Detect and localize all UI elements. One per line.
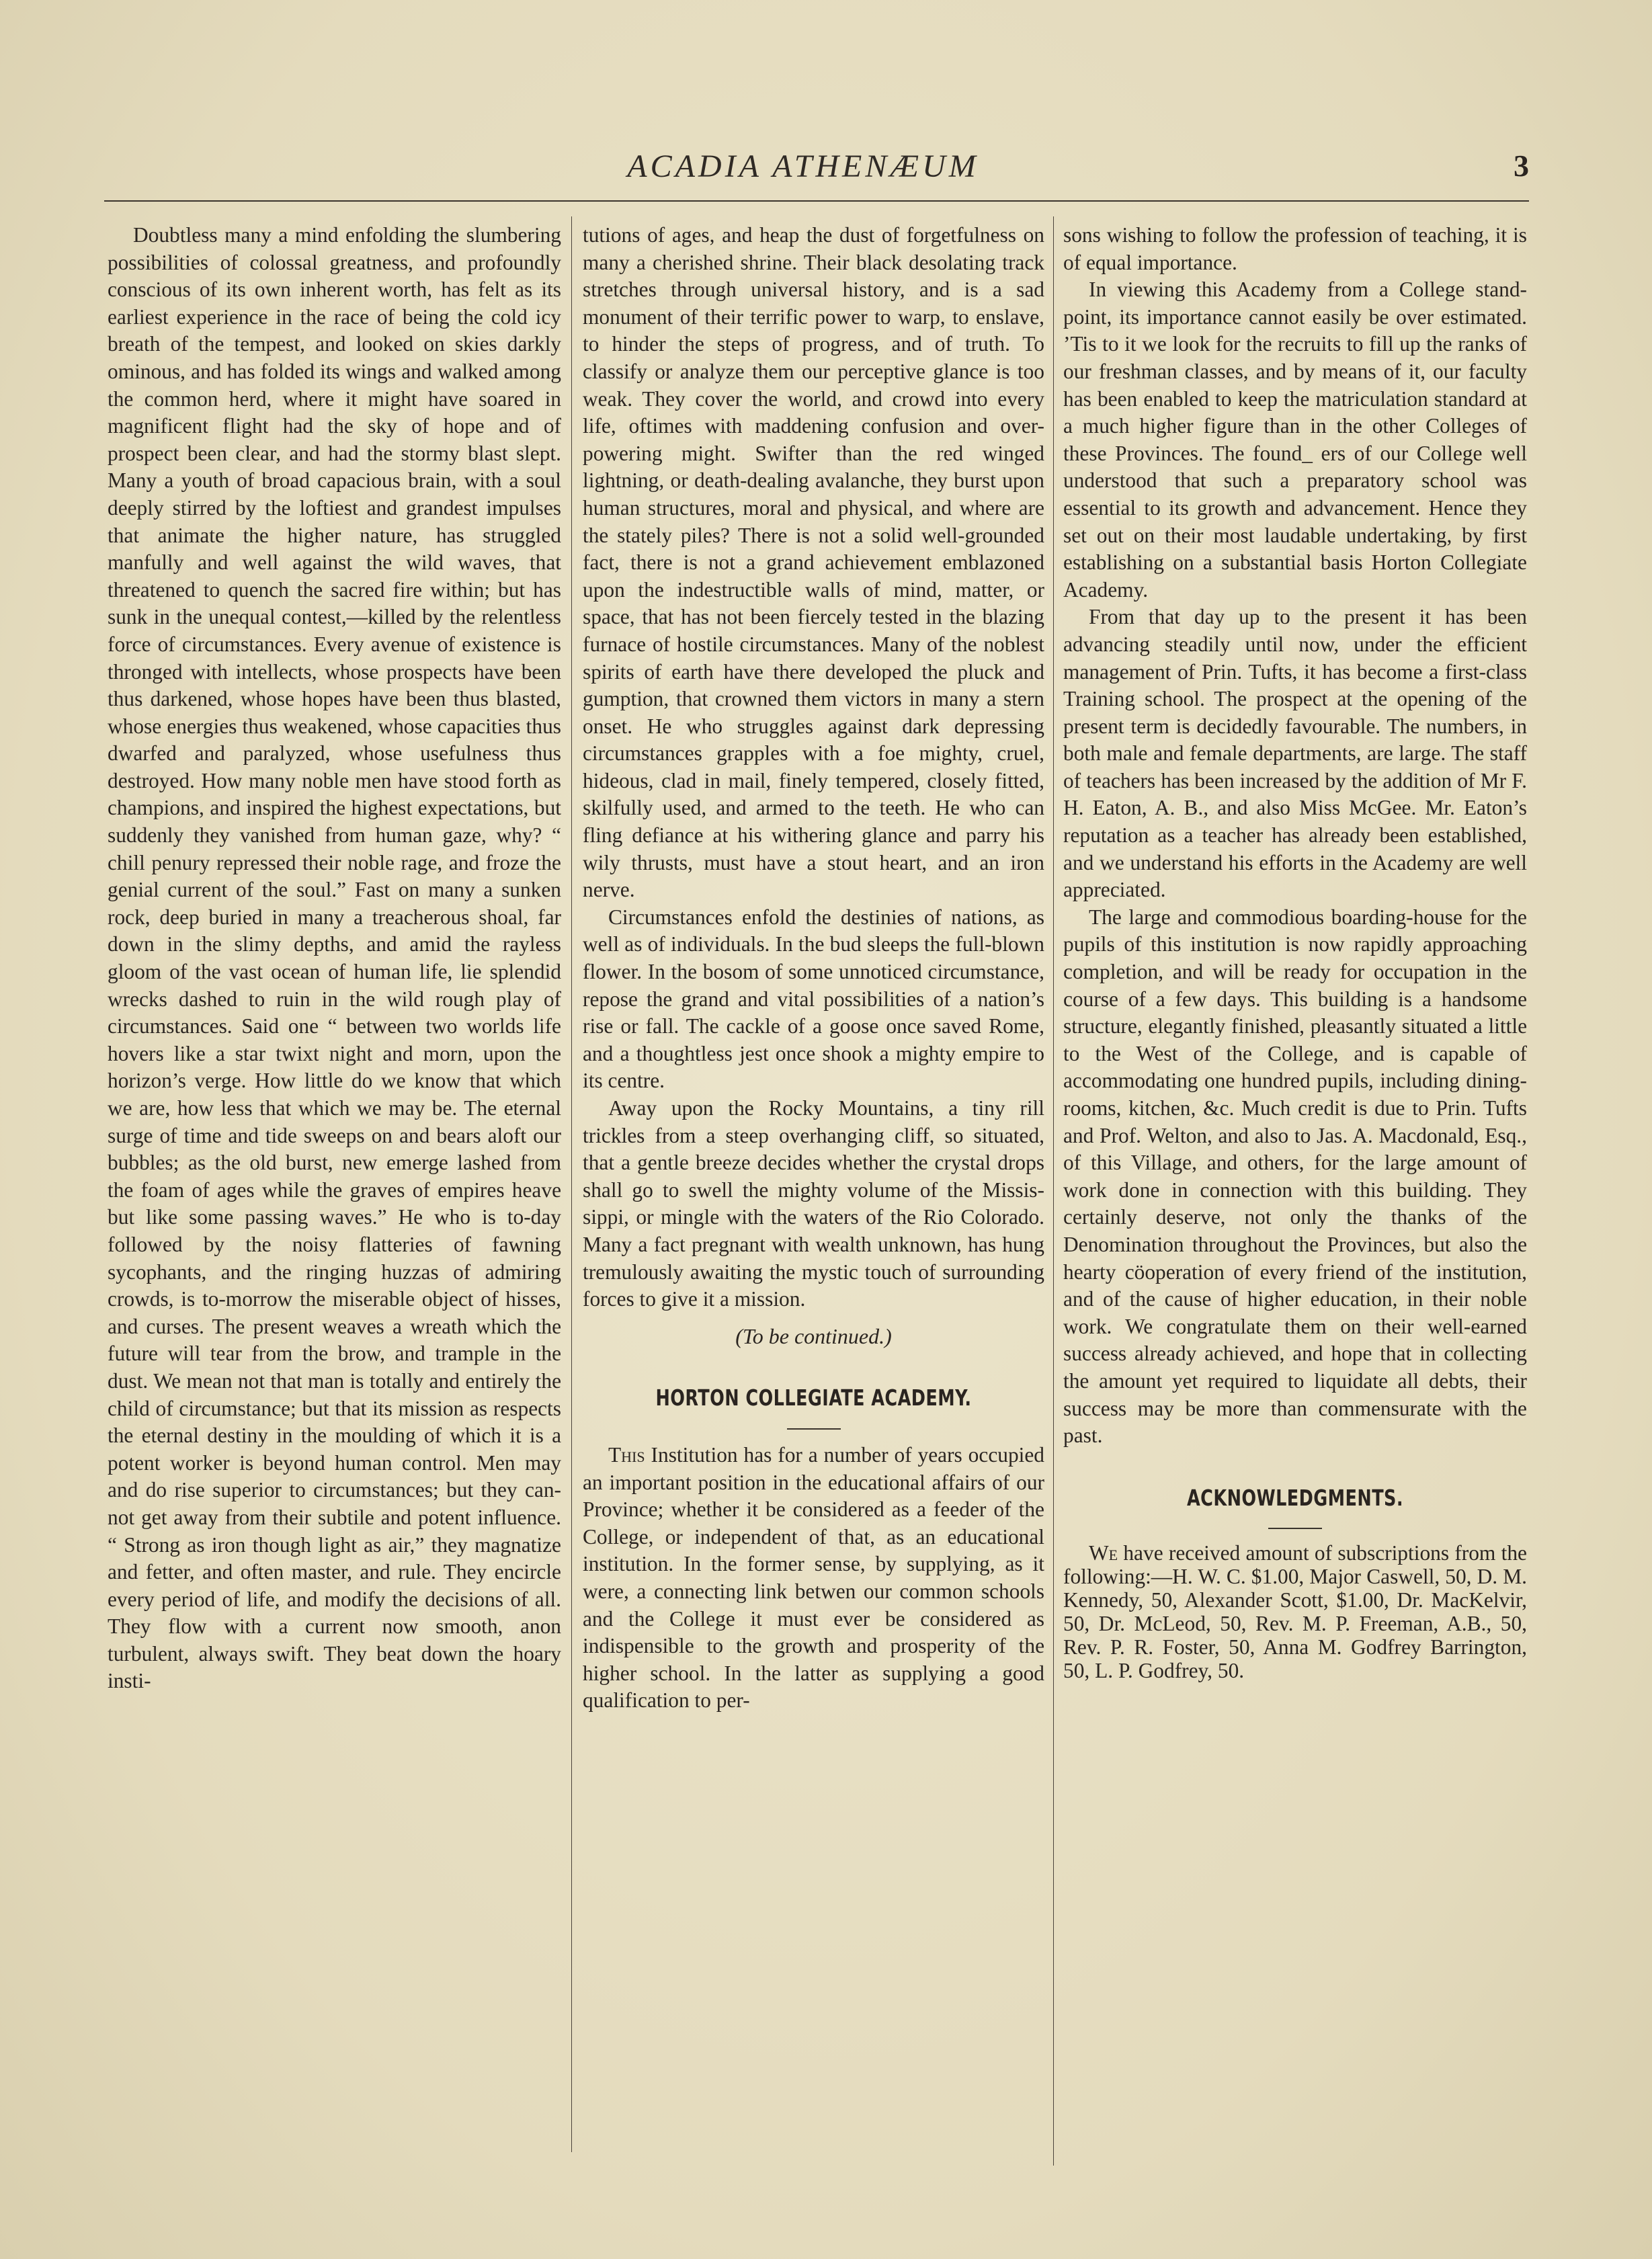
section-heading: HORTON COLLEGIATE ACADEMY.	[655, 1385, 972, 1411]
header-rule	[104, 200, 1529, 202]
article-column-2	[583, 222, 1044, 2164]
column-divider	[1053, 216, 1054, 2166]
page-header	[104, 148, 1529, 188]
publication-title: ACADIA ATHENÆUM	[627, 149, 979, 184]
paragraph-text: Institution has for a number of years occupied an important position in the educational affairs of our Province; whether it be considered as a feeder of the College, or independent of that, as an educational institution. In the former sense, by supplying, as it were, a connecting link betwen our common schools and the College it must ever be considered as indispensible to the growth and prosperity of the higher school. In the latter as supplying a good qualification to per-	[583, 1442, 1044, 1713]
article-column-1	[108, 222, 561, 2164]
article-paragraph: In viewing this Academy from a College stand-point, its importance cannot easily be over estimated. ’Tis to it we look for the recruits to fill up the ranks of our freshman classes, and by means of it, our faculty has been enabled to keep the matriculation standard at a much higher figure than in the other Colleges of these Provinces. The found_ ers of our College well understood that such a preparatory school was essential to its growth and advancement. Hence they set out on their most laudable undertaking, by first establishing on a substantial basis Horton Collegiate Academy.	[1063, 278, 1527, 602]
article-paragraph	[583, 1442, 1044, 1715]
section-rule	[787, 1428, 841, 1430]
paragraph-text: have received amount of subscriptions from the following:—H. W. C. $1.00, Major Caswell, 50, D. M. Kennedy, 50, Alexander Scott, $1.00, Dr. MacKelvir, 50, Dr. McLeod, 50, Rev. M. P. Freeman, A.B., 50, Rev. P. R. Foster, 50, Anna M. Godfrey Barrington, 50, L. P. Godfrey, 50.	[1063, 1541, 1527, 1683]
lead-word: This	[608, 1442, 645, 1467]
section-rule	[1268, 1528, 1322, 1529]
section-heading: ACKNOWLEDGMENTS.	[1186, 1484, 1404, 1511]
lead-word: We	[1089, 1541, 1118, 1565]
article-paragraph: sons wishing to follow the profession of teaching, it is of equal importance.	[1063, 223, 1527, 274]
article-column-3	[1063, 222, 1527, 2164]
article-paragraph: Doubtless many a mind enfolding the slumbering possibilities of colossal greatness, and profoundly conscious of its own inherent worth, has felt as its earliest experience in the race of being the cold icy breath of the tempest, and looked on skies darkly ominous, and has folded its wings and walked among the common herd, where it might have soared in magnificent flight had the sky of hope and of prospect been clear, and had the stormy blast slept. Many a youth of broad capacious brain, with a soul deeply stirred by the loftiest and grandest impulses that animate the higher nature, has struggled manfully and well against the wild waves, that threatened to quench the sacred fire within; but has sunk in the unequal contest,—killed by the relentless force of circumstances. Every avenue of existence is thronged with intellects, whose prospects have been thus darkened, whose hopes have been thus blasted, whose energies thus weakened, whose capacities thus dwarfed and paralyzed, whose usefulness thus destroyed. How many noble men have stood forth as champions, and inspired the highest expectations, but suddenly they vanished from human gaze, why? “ chill penury repressed their noble rage, and froze the genial current of the soul.” Fast on many a sunken rock, deep buried in many a treacherous shoal, far down in the slimy depths, and amid the rayless gloom of the vast ocean of human life, lie splendid wrecks dashed to ruin in the wild rough play of circumstances. Said one “ between two worlds life hovers like a star twixt night and morn, upon the horizon’s verge. How little do we know that which we are, how less that which we may be. The eternal surge of time and tide sweeps on and bears aloft our bubbles; as the old burst, new emerge lashed from the foam of ages while the graves of empires heave but like some passing waves.” He who is to-day followed by the noisy flatteries of fawning sycophants, and the ringing huzzas of admiring crowds, is to-morrow the miserable object of hisses, and curses. The present weaves a wreath which the future will tear from the brow, and trample in the dust. We mean not that man is totally and entirely the child of circumstance; but that its mission as respects the eternal destiny in the moulding of which it is a potent worker is beyond human control. Men may and do rise superior to circumstances; but they cannot get away from their subtile and potent influence. “ Strong as iron though light as air,” they magnatize and fetter, and often master, and rule. They encircle every period of life, and modify the decisions of all. They flow with a current now smooth, anon turbulent, always swift. They beat down the hoary insti-	[108, 223, 561, 1693]
column-divider	[571, 216, 572, 2152]
continued-note: (To be continued.)	[735, 1323, 892, 1348]
article-paragraph: Circumstances enfold the destinies of nations, as well as of individuals. In the bud sleeps the full-blown flower. In the bosom of some unnoticed circumstance, repose the grand and vital possibilities of a nation’s rise or fall. The cackle of a goose once saved Rome, and a thoughtless jest once shook a mighty empire to its centre.	[583, 905, 1044, 1093]
article-paragraph: The large and commodious boarding-house for the pupils of this institution is now rapidly approaching completion, and will be ready for occupation in the course of a few days. This building is a handsome structure, elegantly finished, pleasantly situated a little to the West of the College, and is capable of accommodating one hundred pupils, including dining-rooms, kitchen, &c. Much credit is due to Prin. Tufts and Prof. Welton, and also to Jas. A. Macdonald, Esq., of this Village, and others, for the large amount of work done in connection with this building. They certainly deserve, not only the thanks of the Denomination throughout the Provinces, but also the hearty cöoperation of every friend of the institution, and of the cause of higher education, in their noble work. We congratulate them on their well-earned success already achieved, and hope that in collecting the amount yet required to liquidate all debts, their success may be more than commensurate with the past.	[1063, 905, 1527, 1448]
article-paragraph: From that day up to the present it has been advancing steadily until now, under the efficient management of Prin. Tufts, it has become a first-class Training school. The prospect at the opening of the present term is decidedly favourable. The numbers, in both male and female departments, are large. The staff of teachers has been increased by the addition of Mr F. H. Eaton, A. B., and also Miss McGee. Mr. Eaton’s reputation as a teacher has already been established, and we understand his efforts in the Academy are well appreciated.	[1063, 605, 1527, 902]
article-paragraph: Away upon the Rocky Mountains, a tiny rill trickles from a steep overhanging cliff, so situated, that a gentle breeze decides whether the crystal drops shall go to swell the mighty volume of the Mississippi, or mingle with the waters of the Rio Colorado. Many a fact pregnant with wealth unknown, has hung tremulously awaiting the mystic touch of surrounding forces to give it a mission.	[583, 1096, 1044, 1311]
acknowledgments-paragraph	[1063, 1541, 1527, 1682]
article-paragraph: tutions of ages, and heap the dust of forgetfulness on many a cherished shrine. Their black desolating track stretches through universal history, and is a sad monument of their terrific power to warp, to enslave, to hinder the steps of progress, and of truth. To classify or analyze them our perceptive glance is too weak. They cover the world, and crowd into every life, oftimes with maddening confusion and over-powering might. Swifter than the red winged lightning, or death-dealing avalanche, they burst upon human structures, moral and physical, and where are the stately piles? There is not a solid well-grounded fact, there is not a grand achievement emblazoned upon the indestructible walls of mind, matter, or space, that has not been fiercely tested in the blazing furnace of hostile circumstances. Many of the noblest spirits of earth have there developed the pluck and gumption, that crowned them victors in many a stern onset. He who struggles against dark depressing circumstances grapples with a foe mighty, cruel, hideous, clad in mail, finely tempered, closely fitted, skilfully used, and armed to the teeth. He who can fling defiance at his withering glance and parry his wily thrusts, must have a stout heart, and an iron nerve.	[583, 223, 1044, 902]
page-number: 3	[1514, 149, 1529, 183]
